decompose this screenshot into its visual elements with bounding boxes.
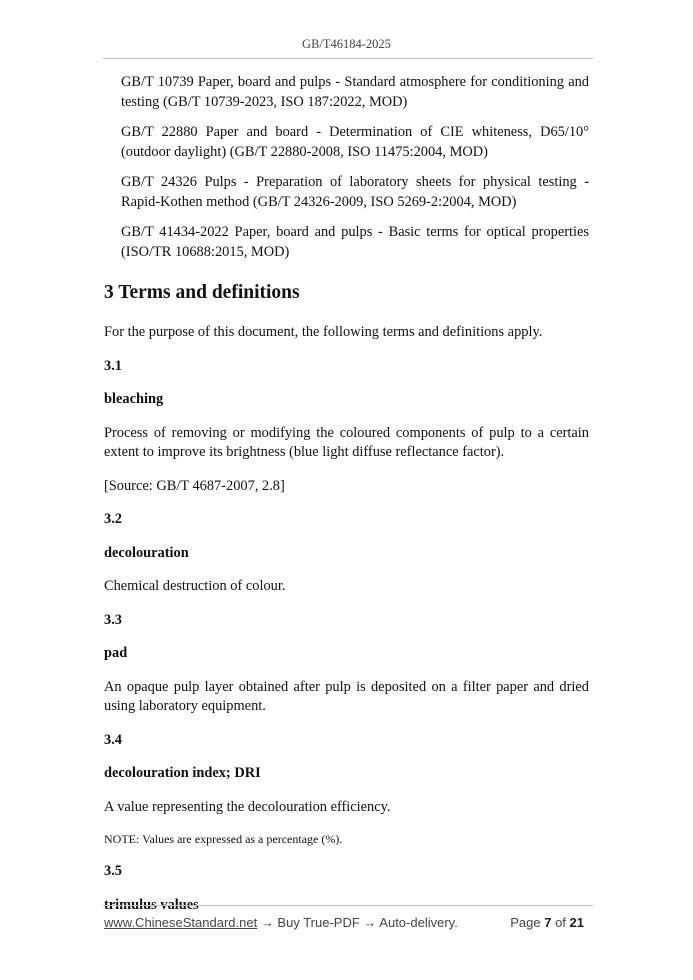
term-definition: An opaque pulp layer obtained after pulp is deposited on a filter paper and dried using laboratory equipment. (104, 678, 589, 714)
term-number: 3.2 (104, 511, 122, 527)
reference-item: GB/T 24326 Pulps - Preparation of laboratory sheets for physical testing - Rapid-Kothen method (GB/T 24326-2009, ISO 5269-2:2004, MOD) (121, 174, 589, 210)
page-header (0, 37, 693, 52)
section-intro: For the purpose of this document, the following terms and definitions apply. (104, 324, 543, 340)
page-label: Page (510, 915, 541, 930)
term-source: [Source: GB/T 4687-2007, 2.8] (104, 477, 285, 494)
term-name: bleaching (104, 391, 164, 407)
document-code: GB/T46184-2025 (302, 37, 391, 51)
section-heading: 3 Terms and definitions (104, 282, 300, 303)
footer-promo (104, 915, 458, 930)
term-number: 3.3 (104, 611, 122, 628)
term-number: 3.4 (104, 731, 122, 748)
term-name: decolouration index; DRI (104, 765, 261, 781)
term-definition: A value representing the decolouration efficiency. (104, 798, 391, 815)
reference-item: GB/T 22880 Paper and board - Determination of CIE whiteness, D65/10° (outdoor daylight) (GB/T 22880-2008, ISO 11475:2004, MOD) (121, 124, 589, 160)
term-number: 3.1 (104, 357, 122, 374)
term-definition: Process of removing or modifying the coloured components of pulp to a certain extent to improve its brightness (blue light diffuse reflectance factor). (104, 424, 589, 460)
term-number: 3.5 (104, 863, 122, 879)
page-total: 21 (569, 915, 584, 930)
page-of: of (555, 915, 566, 930)
footer-divider (103, 905, 593, 906)
reference-item: GB/T 41434-2022 Paper, board and pulps - Basic terms for optical properties (ISO/TR 10688:2015, MOD) (121, 224, 589, 260)
reference-item: GB/T 10739 Paper, board and pulps - Standard atmosphere for conditioning and testing (GB/T 10739-2023, ISO 187:2022, MOD) (121, 74, 589, 110)
promo-text: → Buy True-PDF → Auto-delivery. (257, 915, 458, 930)
page-footer (104, 915, 584, 930)
term-definition: Chemical destruction of colour. (104, 578, 286, 594)
term-name: pad (104, 645, 128, 661)
page-indicator (510, 915, 584, 930)
term-note: NOTE: Values are expressed as a percentage (%). (104, 832, 343, 846)
document-body (104, 73, 589, 929)
header-divider (103, 58, 593, 59)
page-current: 7 (544, 915, 552, 930)
term-name: decolouration (104, 544, 189, 561)
site-link[interactable]: www.ChineseStandard.net (104, 915, 258, 930)
term-name: trimulus values (104, 896, 199, 913)
